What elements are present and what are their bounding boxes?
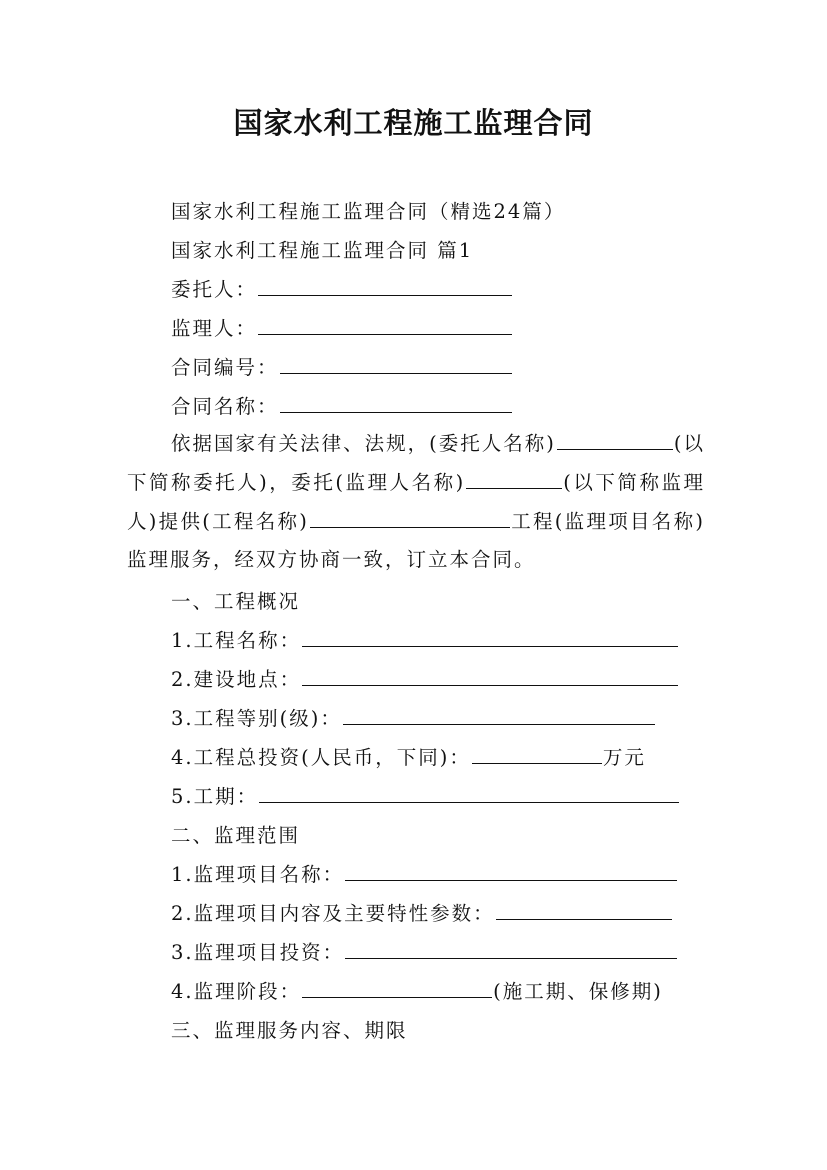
- grade-field: [171, 706, 656, 732]
- supervision-stage-blank[interactable]: [302, 979, 492, 998]
- client-name-blank[interactable]: [557, 431, 673, 450]
- client-label: 委托人：: [171, 278, 258, 301]
- preamble-text-2: (以下简称委托人)，委托(监理人名称): [127, 432, 706, 494]
- duration-blank[interactable]: [259, 784, 679, 803]
- supervisor-label: 监理人：: [171, 317, 258, 340]
- supervisor-blank[interactable]: [258, 316, 512, 335]
- location-field: [171, 667, 679, 693]
- contract-no-blank[interactable]: [280, 355, 512, 374]
- client-blank[interactable]: [258, 277, 512, 296]
- client-field: [171, 277, 513, 303]
- investment-blank[interactable]: [472, 745, 602, 764]
- contract-name-field: [171, 394, 513, 420]
- grade-blank[interactable]: [343, 706, 655, 725]
- part-title: 国家水利工程施工监理合同 篇1: [171, 239, 474, 262]
- contract-no-label: 合同编号：: [171, 356, 279, 379]
- supervision-project-blank[interactable]: [345, 862, 677, 881]
- supervisor-field: [171, 316, 513, 342]
- project-name-label: 1.工程名称：: [171, 629, 302, 652]
- supervision-stage-label: 4.监理阶段：: [171, 980, 302, 1003]
- section2-heading: 二、监理范围: [171, 824, 301, 847]
- project-name-field-blank[interactable]: [302, 628, 678, 647]
- location-label: 2.建设地点：: [171, 668, 302, 691]
- supervision-content-label: 2.监理项目内容及主要特性参数：: [171, 902, 495, 925]
- document-subtitle: 国家水利工程施工监理合同（精选24篇）: [171, 200, 566, 223]
- project-name-blank[interactable]: [310, 509, 510, 528]
- supervision-investment-field: [171, 940, 678, 966]
- investment-unit: 万元: [602, 746, 646, 769]
- location-blank[interactable]: [302, 667, 678, 686]
- supervision-investment-blank[interactable]: [345, 940, 677, 959]
- section1-heading: 一、工程概况: [171, 590, 301, 613]
- supervision-project-label: 1.监理项目名称：: [171, 863, 345, 886]
- preamble-text-1: 依据国家有关法律、法规，(委托人名称): [171, 432, 556, 455]
- duration-label: 5.工期：: [171, 785, 259, 808]
- section3-heading: 三、监理服务内容、期限: [171, 1019, 408, 1042]
- grade-label: 3.工程等别(级)：: [171, 707, 342, 730]
- contract-no-field: [171, 355, 513, 381]
- document-title: 国家水利工程施工监理合同: [233, 106, 594, 140]
- supervision-stage-field: [171, 979, 663, 1005]
- investment-label: 4.工程总投资(人民币，下同)：: [171, 746, 471, 769]
- project-name-field: [171, 628, 679, 654]
- duration-field: [171, 784, 680, 810]
- supervisor-name-blank[interactable]: [466, 470, 562, 489]
- preamble-paragraph: [127, 425, 705, 580]
- preamble-text-4: 工程(监理项目名称)监理服务，经双方协商一致，订立本合同。: [127, 509, 705, 572]
- supervision-project-field: [171, 862, 678, 888]
- supervision-stage-suffix: (施工期、保修期): [493, 980, 663, 1003]
- supervision-content-field: [171, 901, 673, 927]
- preamble-text-3: (以下简称监理人)提供(工程名称): [127, 470, 705, 533]
- investment-field: [171, 745, 646, 771]
- contract-name-blank[interactable]: [280, 394, 512, 413]
- supervision-investment-label: 3.监理项目投资：: [171, 941, 345, 964]
- contract-name-label: 合同名称：: [171, 395, 279, 418]
- supervision-content-blank[interactable]: [496, 901, 672, 920]
